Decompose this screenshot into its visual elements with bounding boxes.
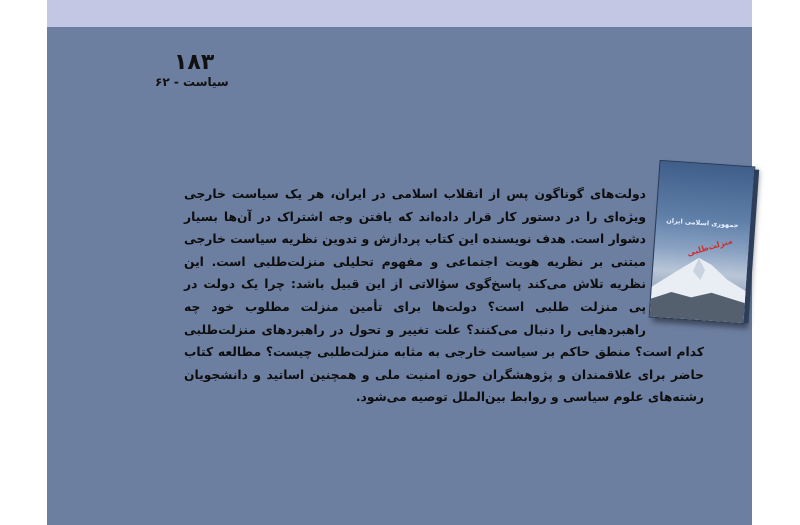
cover-title: منزلت‌طلبی [686, 236, 734, 258]
cover-publisher: جمهوری اسلامی ایران [665, 216, 739, 230]
series-label: سیاست - ۶۲ [155, 75, 229, 89]
mountain-illustration [650, 247, 749, 323]
top-band [47, 0, 752, 27]
page-number: ۱۸۳ [174, 50, 215, 75]
book-description [184, 183, 739, 409]
page [47, 0, 752, 525]
book-cover [652, 163, 750, 323]
description-text: دولت‌های گوناگون پس از انقلاب اسلامی در ایران، هر یک سیاست خارجی ویژه‌ای را در دستور کار قرار داده‌اند که یافتن وجه اشتراک در آن‌ها بسیار دشوار است. هدف نویسنده این کتاب پردازش و تدوین نظریه سیاست خارجی مبتنی بر نظریه هویت اجتماعی و مفهوم تحلیلی منزلت‌طلبی است. این نظریه تلاش می‌کند پاسخ‌گوی سؤالاتی از این قبیل باشد: چرا یک دولت در پی منزلت طلبی است؟ دولت‌ها برای تأمین منزلت مطلوب خود چه راهبردهایی را دنبال می‌کنند؟ علت تغییر و تحول در راهبردهای منزلت‌طلبی کدام است؟ منطق حاکم بر سیاست خارجی به مثابه منزلت‌طلبی چیست؟ مطالعه کتاب حاضر برای علاقمندان و پژوهشگران حوزه امنیت ملی و همچنین اساتید و دانشجویان رشته‌های علوم سیاسی و روابط بین‌الملل توصیه می‌شود. [184, 187, 704, 405]
